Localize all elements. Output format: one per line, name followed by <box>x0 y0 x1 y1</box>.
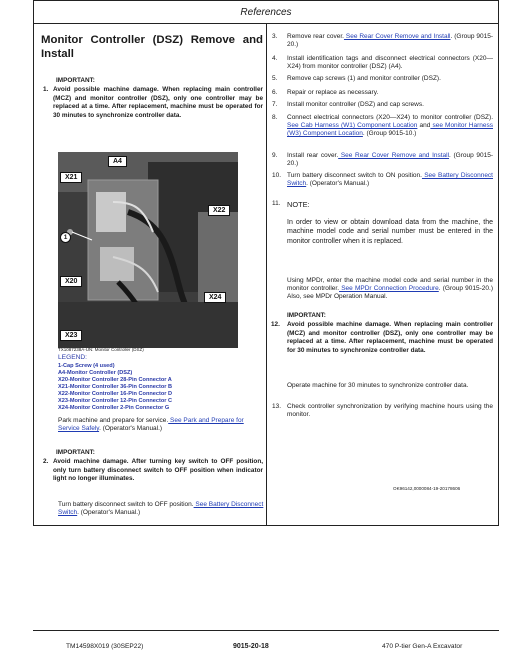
footer-page-number: 9015-20-18 <box>233 643 269 650</box>
important-text-1: Avoid possible machine damage. When replacing main controller (MCZ) and monitor controller (DSZ), only one controller may be replaced at a time. After replacement, machine must be operated for 30 minutes to synchronize controller data. <box>53 86 263 119</box>
step-10 <box>272 172 493 188</box>
step-number: 8. <box>272 114 278 121</box>
important-text-3: Avoid possible machine damage. When replacing main controller (MCZ) and monitor controller (DSZ), only one controller may be replaced at a time. After replacement, machine must be operated for 30 minutes to synchronize controller data. <box>287 321 493 354</box>
battery-off-text: Turn battery disconnect switch to OFF position. <box>58 501 194 508</box>
step-6 <box>272 89 493 97</box>
callout-a4: A4 <box>108 156 127 167</box>
step-8 <box>272 114 493 139</box>
column-divider <box>266 24 267 526</box>
step-number: 10. <box>272 172 282 179</box>
step-13-text: Check controller synchronization by verifying machine hours using the monitor. <box>287 403 493 419</box>
step-8-suffix: . (Group 9015-10.) <box>362 130 417 138</box>
park-text: Park machine and prepare for service. <box>58 417 169 424</box>
step-8-text: Connect electrical connectors (X20—X24) to monitor controller (DSZ). <box>287 114 493 121</box>
step-number: 11. <box>272 200 281 207</box>
figure-caption: TX1087238A-UN: Monitor Controller (DSZ) <box>58 347 144 352</box>
step-11-note <box>272 200 310 209</box>
step-3 <box>272 33 494 49</box>
step-4 <box>272 55 493 71</box>
step-9-text: Install rear cover. <box>287 152 339 159</box>
step-6-text: Repair or replace as necessary. <box>287 89 379 96</box>
park-suffix: . (Operator's Manual.) <box>99 425 163 433</box>
callout-x22: X22 <box>208 205 230 216</box>
step-number: 2. <box>43 458 49 465</box>
legend-item: X23-Monitor Controller 12-Pin Connector C <box>58 398 173 404</box>
monitor-controller-photo <box>58 152 238 348</box>
footer-rule <box>33 630 499 631</box>
legend-title: LEGEND: <box>58 354 87 361</box>
callout-x23: X23 <box>60 330 82 341</box>
battery-off-suffix: . (Operator's Manual.) <box>77 509 141 517</box>
legend-item: X24-Monitor Controller 2-Pin Connector G <box>58 405 170 411</box>
legend-item: 1-Cap Screw (4 used) <box>58 363 115 369</box>
step-number: 7. <box>272 101 278 108</box>
step-number: 3. <box>272 33 278 40</box>
battery-disconnect-link[interactable]: See Battery Disconnect Switch <box>58 501 264 517</box>
mpdr-paragraph <box>287 277 493 302</box>
operate-paragraph: Operate machine for 30 minutes to synchronize controller data. <box>287 382 469 389</box>
step-9-suffix: . (Group 9015-20.) <box>287 152 493 168</box>
step-3-text: Remove rear cover. <box>287 33 344 40</box>
important-text-2: Avoid machine damage. After turning key switch to OFF position, only turn battery disconnect switch to OFF position when indicator light no longer illuminates. <box>53 458 263 483</box>
mpdr-connection-link[interactable]: See MPDr Connection Procedure <box>339 285 439 293</box>
legend-list <box>58 363 172 412</box>
step-number: 13. <box>272 403 282 410</box>
step-9 <box>272 152 493 168</box>
callout-1: 1 <box>60 232 71 243</box>
note-text: In order to view or obtain download data from the machine, the machine model code and serial number must be entered in the monitor controller when it is replaced. <box>287 219 493 245</box>
step-5 <box>272 75 493 83</box>
rear-cover-link[interactable]: See Rear Cover Remove and Install <box>343 33 451 40</box>
footer-manual-id: TM14598X019 (30SEP22) <box>66 643 144 650</box>
note-label: NOTE: <box>287 200 310 209</box>
step-4-text: Install identification tags and disconnect electrical connectors (X20—X24) from monitor controller (DSZ) (A4). <box>287 55 493 71</box>
legend-item: A4-Monitor Controller (DSZ) <box>58 370 133 376</box>
photo-illustration <box>58 152 238 348</box>
battery-disconnect-link-2[interactable]: See Battery Disconnect Switch <box>287 172 493 188</box>
step-number: 5. <box>272 75 278 82</box>
legend-item: X22-Monitor Controller 16-Pin Connector D <box>58 391 173 397</box>
step-number: 1. <box>43 86 49 93</box>
step-7 <box>272 101 493 109</box>
step-number: 4. <box>272 55 278 62</box>
cab-harness-link[interactable]: See Cab Harness (W1) Component Location <box>287 122 418 130</box>
important-label-3: IMPORTANT: <box>287 312 326 319</box>
important-note-2 <box>43 458 263 484</box>
document-id: OK96142,0000084-19-20178606 <box>393 486 461 491</box>
step-10-text: Turn battery disconnect switch to ON position. <box>287 172 422 179</box>
step-10-suffix: . (Operator's Manual.) <box>306 180 370 188</box>
monitor-harness-link[interactable]: see Monitor Harness (W3) Component Location <box>287 122 493 138</box>
step-number: 6. <box>272 89 278 96</box>
step-3-suffix: . (Group 9015-20.) <box>287 33 494 49</box>
park-machine-paragraph <box>58 417 264 433</box>
legend-item: X20-Monitor Controller 28-Pin Connector A <box>58 377 172 383</box>
footer-machine-name: 470 P-tier Gen-A Excavator <box>382 643 463 650</box>
mpdr-suffix: . (Group 9015-20.) Also, see MPDr Operation Manual. <box>287 285 493 301</box>
important-note-3 <box>271 321 493 355</box>
important-label-2: IMPORTANT: <box>56 449 95 456</box>
step-13 <box>272 403 493 419</box>
page-header: References <box>240 7 292 18</box>
callout-x24: X24 <box>204 292 226 303</box>
rear-cover-link-2[interactable]: See Rear Cover Remove and Install <box>338 152 450 159</box>
important-label-1: IMPORTANT: <box>56 77 95 84</box>
step-7-text: Install monitor controller (DSZ) and cap screws. <box>287 101 424 108</box>
section-title: Monitor Controller (DSZ) Remove and Install <box>41 34 263 60</box>
callout-x21: X21 <box>60 172 82 183</box>
park-prepare-link[interactable]: See Park and Prepare for Service Safely <box>58 417 244 433</box>
important-note-1 <box>43 86 263 120</box>
step-number: 12. <box>271 321 280 328</box>
step-5-text: Remove cap screws (1) and monitor controller (DSZ). <box>287 75 441 82</box>
battery-off-paragraph <box>58 501 264 517</box>
legend-item: X21-Monitor Controller 36-Pin Connector B <box>58 384 173 390</box>
step-8-mid: and <box>417 122 431 130</box>
step-number: 9. <box>272 152 278 159</box>
callout-x20: X20 <box>60 276 82 287</box>
mpdr-text: Using MPDr, enter the machine model code and serial number in the monitor controller. <box>287 277 493 293</box>
